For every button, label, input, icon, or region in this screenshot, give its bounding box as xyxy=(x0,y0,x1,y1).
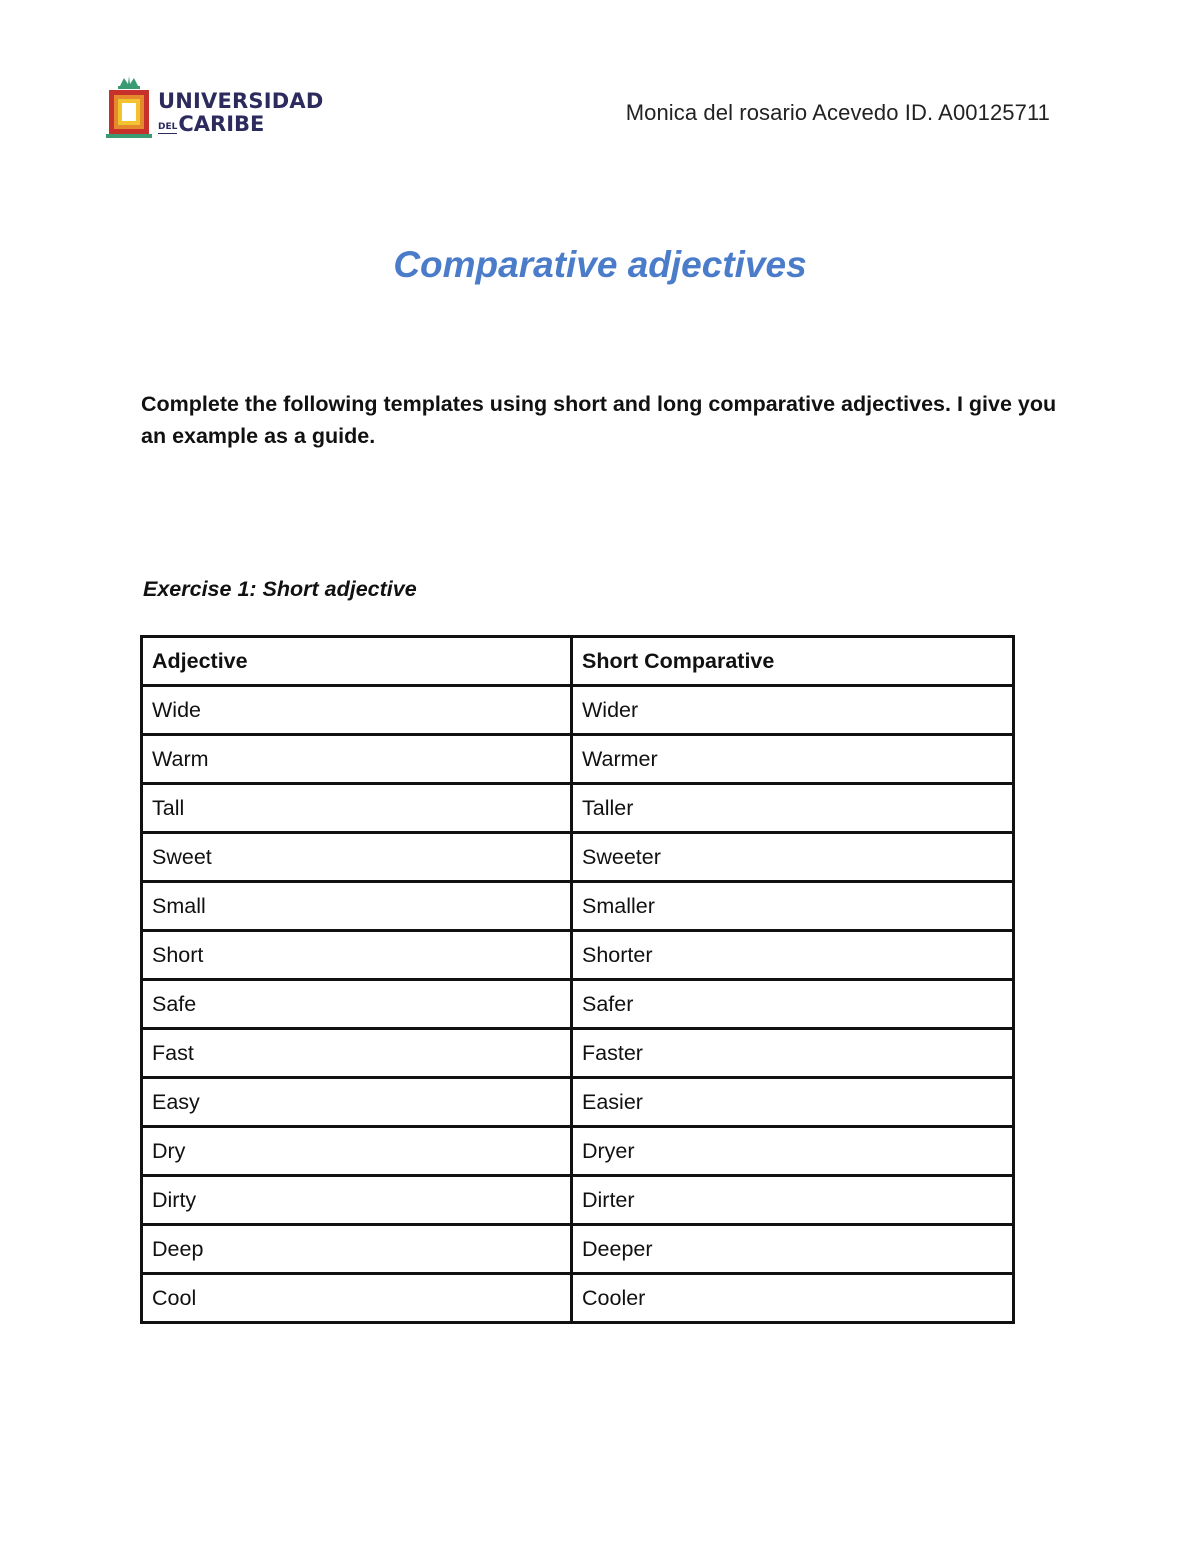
table-row xyxy=(142,931,1014,980)
table-row xyxy=(142,882,1014,931)
cell-adjective: Warm xyxy=(142,735,572,784)
cell-adjective: Sweet xyxy=(142,833,572,882)
exercise-title: Exercise 1: Short adjective xyxy=(143,577,417,601)
column-header-short-comparative: Short Comparative xyxy=(572,637,1014,686)
university-logo-icon xyxy=(106,74,152,140)
cell-comparative: Sweeter xyxy=(572,833,1014,882)
table-row xyxy=(142,980,1014,1029)
logo-line-universidad: UNIVERSIDAD xyxy=(158,89,324,113)
table-row xyxy=(142,833,1014,882)
table-header-row xyxy=(142,637,1014,686)
university-logo-text xyxy=(158,90,328,138)
cell-comparative: Safer xyxy=(572,980,1014,1029)
cell-comparative: Faster xyxy=(572,1029,1014,1078)
cell-adjective: Small xyxy=(142,882,572,931)
logo-caribe: CARIBE xyxy=(178,112,265,136)
table-row xyxy=(142,1078,1014,1127)
cell-comparative: Dirter xyxy=(572,1176,1014,1225)
table-row xyxy=(142,1029,1014,1078)
logo-line-caribe xyxy=(158,113,328,138)
cell-comparative: Dryer xyxy=(572,1127,1014,1176)
table-row xyxy=(142,1225,1014,1274)
cell-comparative: Deeper xyxy=(572,1225,1014,1274)
cell-adjective: Dry xyxy=(142,1127,572,1176)
cell-adjective: Dirty xyxy=(142,1176,572,1225)
cell-comparative: Cooler xyxy=(572,1274,1014,1323)
logo-del: DEL xyxy=(158,122,178,132)
author-id: Monica del rosario Acevedo ID. A00125711 xyxy=(625,100,1050,125)
page-title: Comparative adjectives xyxy=(393,244,807,285)
table-row xyxy=(142,1274,1014,1323)
adjective-table xyxy=(140,635,1015,1324)
cell-adjective: Cool xyxy=(142,1274,572,1323)
cell-adjective: Safe xyxy=(142,980,572,1029)
cell-comparative: Easier xyxy=(572,1078,1014,1127)
cell-adjective: Tall xyxy=(142,784,572,833)
cell-comparative: Smaller xyxy=(572,882,1014,931)
cell-adjective: Short xyxy=(142,931,572,980)
table-row xyxy=(142,1127,1014,1176)
column-header-adjective: Adjective xyxy=(142,637,572,686)
cell-comparative: Shorter xyxy=(572,931,1014,980)
table-row xyxy=(142,784,1014,833)
cell-adjective: Easy xyxy=(142,1078,572,1127)
instructions-text: Complete the following templates using short and long comparative adjectives. I give you an example as a guide. xyxy=(141,392,1057,448)
university-logo xyxy=(106,74,326,144)
cell-adjective: Deep xyxy=(142,1225,572,1274)
cell-adjective: Fast xyxy=(142,1029,572,1078)
table-row xyxy=(142,1176,1014,1225)
cell-comparative: Warmer xyxy=(572,735,1014,784)
cell-comparative: Wider xyxy=(572,686,1014,735)
cell-comparative: Taller xyxy=(572,784,1014,833)
table-row xyxy=(142,686,1014,735)
table-row xyxy=(142,735,1014,784)
cell-adjective: Wide xyxy=(142,686,572,735)
